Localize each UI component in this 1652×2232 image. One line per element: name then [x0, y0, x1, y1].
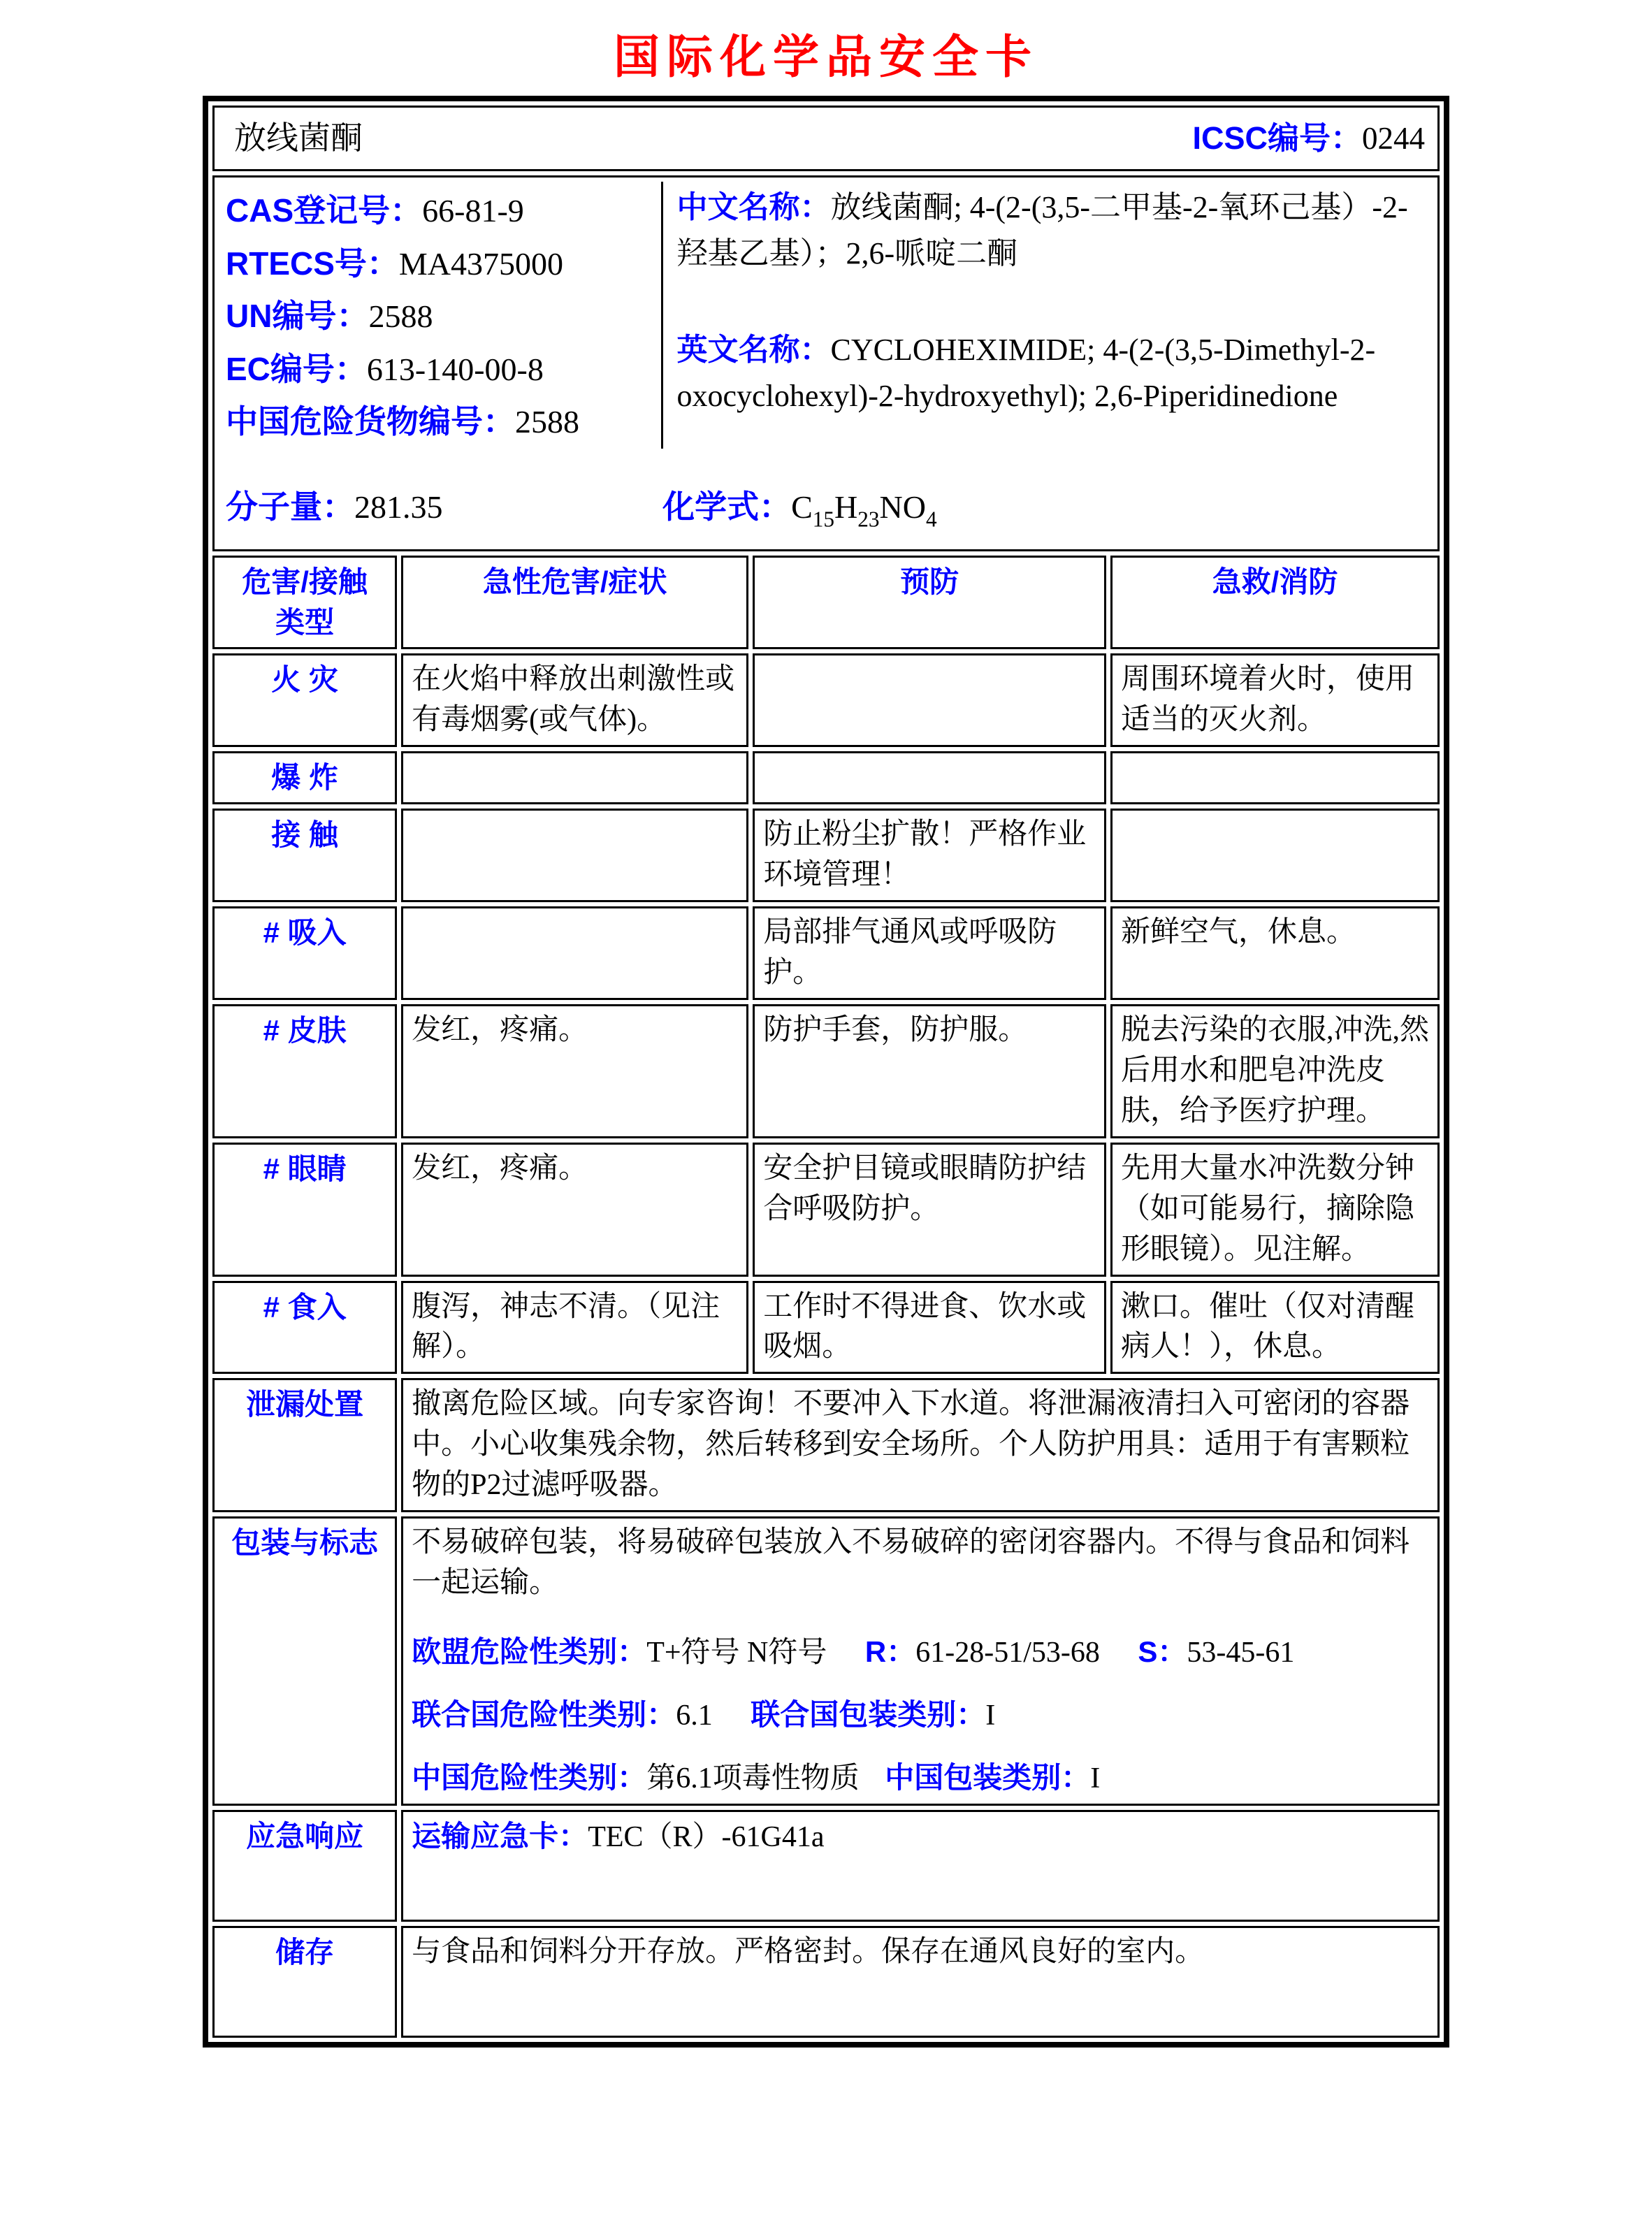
header-first-aid: 急救/消防: [1110, 556, 1440, 649]
packaging-cn-line: [412, 1758, 1429, 1799]
rtecs-value: MA4375000: [398, 245, 564, 282]
skin-first-aid: 脱去污染的衣服,冲洗,然后用水和肥皂冲洗皮肤，给予医疗护理。: [1110, 1004, 1440, 1138]
cn-dg-value: 2588: [515, 404, 579, 440]
chinese-name: [677, 184, 1425, 277]
un-pack-label: 联合国包装类别：: [751, 1698, 986, 1732]
header-acute-hazards: 急性危害/症状: [401, 556, 748, 649]
hazard-header-row: [212, 556, 1440, 649]
eyes-label: # 眼睛: [212, 1143, 397, 1277]
identity-row: [212, 175, 1440, 551]
page-title: 国际化学品安全卡: [614, 32, 1038, 83]
substance-name: 放线菌酮: [234, 120, 363, 157]
r-phrases-value: 61-28-51/53-68: [915, 1637, 1100, 1669]
cn-pack-value: I: [1090, 1762, 1101, 1795]
r-phrases-label: R：: [864, 1635, 916, 1669]
eu-class-value: T+符号 N符号: [646, 1637, 827, 1669]
hazard-row-exposure: [212, 809, 1440, 902]
inhalation-symptoms: [401, 906, 748, 1000]
identifier-list: [223, 182, 661, 449]
inhalation-label: # 吸入: [212, 906, 397, 1000]
card-header-row: [212, 106, 1440, 171]
molecule-row: [223, 485, 1429, 546]
cn-dangerous-goods-row: [226, 396, 654, 449]
storage-label: 储存: [212, 1926, 397, 2038]
explosion-first-aid: [1110, 751, 1440, 804]
emergency-row: [212, 1810, 1440, 1922]
rtecs-number-row: [226, 238, 654, 291]
exposure-symptoms: [401, 809, 748, 902]
chemical-formula-label: 化学式：: [662, 488, 792, 525]
fire-prevention: [753, 653, 1106, 747]
explosion-prevention: [753, 751, 1106, 804]
packaging-eu-line: [412, 1632, 1429, 1674]
packaging-transport-note: 不易破碎包装，将易破碎包装放入不易破碎的密闭容器内。不得与食品和饲料一起运输。: [412, 1526, 1410, 1600]
explosion-label: 爆 炸: [212, 751, 397, 804]
header-hazard-type: 危害/接触 类型: [212, 556, 397, 649]
un-class-label: 联合国危险性类别：: [412, 1698, 676, 1732]
s-phrases-label: S：: [1138, 1635, 1187, 1669]
inhalation-prevention: 局部排气通风或呼吸防护。: [753, 906, 1106, 1000]
hazard-row-eyes: [212, 1143, 1440, 1277]
card-header-cell: [212, 106, 1440, 171]
english-name-value: CYCLOHEXIMIDE; 4-(2-(3,5-Dimethyl-2-oxocyclohexyl)-2-hydroxyethyl); 2,6-Piperidinedione: [676, 333, 1376, 413]
cas-number-row: [226, 184, 654, 238]
packaging-row: [212, 1516, 1440, 1806]
exposure-label: 接 触: [212, 809, 397, 902]
spill-text: 撤离危险区域。向专家咨询！不要冲入下水道。将泄漏液清扫入可密闭的容器中。小心收集残余物，然后转移到安全场所。个人防护用具：适用于有害颗粒物的P2过滤呼吸器。: [401, 1378, 1440, 1512]
hazard-row-explosion: [212, 751, 1440, 804]
fire-symptoms: 在火焰中释放出刺激性或有毒烟雾(或气体)。: [401, 653, 748, 747]
ingestion-symptoms: 腹泻，神志不清。（见注解）。: [401, 1281, 748, 1375]
cn-dg-label: 中国危险货物编号：: [226, 403, 515, 440]
name-block: [661, 182, 1429, 449]
fire-first-aid: 周围环境着火时，使用适当的灭火剂。: [1110, 653, 1440, 747]
hazard-row-fire: [212, 653, 1440, 747]
inhalation-first-aid: 新鲜空气，休息。: [1110, 906, 1440, 1000]
ingestion-prevention: 工作时不得进食、饮水或吸烟。: [753, 1281, 1106, 1375]
molecular-weight-label: 分子量：: [226, 488, 354, 525]
chinese-name-label: 中文名称：: [676, 190, 831, 224]
ec-label: EC编号：: [226, 350, 367, 387]
eyes-first-aid: 先用大量水冲洗数分钟（如可能易行，摘除隐形眼镜）。见注解。: [1110, 1143, 1440, 1277]
icsc-number: [1192, 117, 1429, 160]
spill-row: [212, 1378, 1440, 1512]
cn-pack-label: 中国包装类别：: [885, 1761, 1091, 1795]
cn-class-value: 第6.1项毒性物质: [646, 1762, 860, 1795]
emergency-label: 应急响应: [212, 1810, 397, 1922]
terc-label: 运输应急卡：: [412, 1820, 588, 1853]
chinese-name-value: 放线菌酮; 4-(2-(3,5-二甲基-2-氧环己基）-2-羟基乙基）；2,6-哌啶二酮: [676, 190, 1408, 270]
terc-value: TEC（R）-61G41a: [588, 1821, 825, 1854]
skin-label: # 皮肤: [212, 1004, 397, 1138]
icsc-value: 0244: [1362, 120, 1425, 156]
packaging-un-line: [412, 1695, 1429, 1737]
header-prevention: 预防: [753, 556, 1106, 649]
packaging-label: 包装与标志: [212, 1516, 397, 1806]
s-phrases-value: 53-45-61: [1187, 1637, 1295, 1669]
un-value: 2588: [368, 298, 433, 335]
ingestion-first-aid: 漱口。催吐（仅对清醒病人！），休息。: [1110, 1281, 1440, 1375]
explosion-symptoms: [401, 751, 748, 804]
english-name: [677, 327, 1425, 419]
exposure-first-aid: [1110, 809, 1440, 902]
skin-prevention: 防护手套，防护服。: [753, 1004, 1106, 1138]
cas-value: 66-81-9: [422, 193, 524, 229]
hazard-row-ingestion: [212, 1281, 1440, 1375]
un-number-row: [226, 290, 654, 343]
cas-label: CAS登记号：: [226, 192, 423, 229]
cn-class-label: 中国危险性类别：: [412, 1761, 647, 1795]
chemical-formula: [662, 485, 937, 535]
hazard-row-skin: [212, 1004, 1440, 1138]
storage-row: [212, 1926, 1440, 2038]
eyes-symptoms: 发红，疼痛。: [401, 1143, 748, 1277]
fire-label: 火 灾: [212, 653, 397, 747]
safety-card-table: [203, 96, 1449, 2048]
skin-symptoms: 发红，疼痛。: [401, 1004, 748, 1138]
ec-value: 613-140-00-8: [366, 351, 544, 387]
rtecs-label: RTECS号：: [226, 245, 399, 282]
exposure-prevention: 防止粉尘扩散！严格作业环境管理！: [753, 809, 1106, 902]
icsc-label: ICSC编号：: [1192, 119, 1362, 156]
eu-class-label: 欧盟危险性类别：: [412, 1635, 647, 1669]
ingestion-label: # 食入: [212, 1281, 397, 1375]
hazard-row-inhalation: [212, 906, 1440, 1000]
chemical-formula-value: $C_{15}H_{23}NO_4$: [791, 488, 937, 532]
english-name-label: 英文名称：: [676, 333, 831, 367]
un-pack-value: I: [985, 1700, 996, 1732]
molecular-weight-value: 281.35: [354, 488, 443, 525]
ec-number-row: [226, 343, 654, 396]
un-class-value: 6.1: [676, 1700, 713, 1732]
storage-text: 与食品和饲料分开存放。严格密封。保存在通风良好的室内。: [401, 1926, 1440, 2038]
identity-cell: [212, 175, 1440, 551]
spill-label: 泄漏处置: [212, 1378, 397, 1512]
un-label: UN编号：: [226, 298, 369, 335]
eyes-prevention: 安全护目镜或眼睛防护结合呼吸防护。: [753, 1143, 1106, 1277]
packaging-cell: [401, 1516, 1440, 1806]
emergency-cell: [401, 1810, 1440, 1922]
molecular-weight: [226, 485, 662, 535]
